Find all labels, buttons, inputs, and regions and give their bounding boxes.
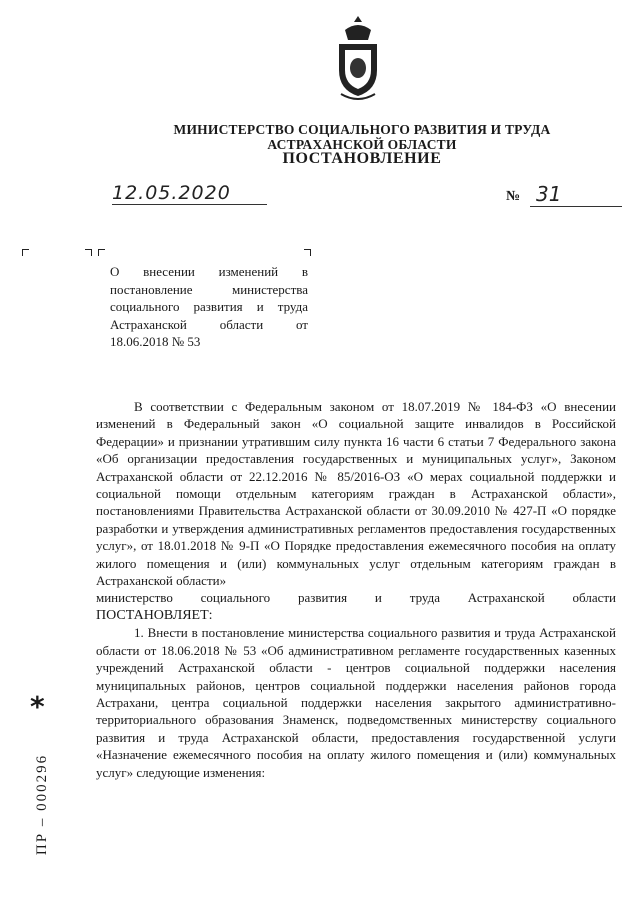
document-body — [96, 398, 616, 781]
registration-code: ПР – 000296 — [34, 753, 50, 856]
ministry-name-line1: МИНИСТЕРСТВО СОЦИАЛЬНОГО РАЗВИТИЯ И ТРУДА — [173, 122, 551, 137]
item-1-paragraph: 1. Внести в постановление министерства социального развития и труда Астраханской области от 18.06.2018 № 53 «Об административном регламенте государственных казенных учреждений Астраханской области - центров социальной поддержки населения муниципальных районов, центров социальной поддержки населения районов города Астрахани, центра социальной поддержки населения закрытого административно-территориального образования Знаменск, подведомственных министерству социального развития и труда Астраханской области, предоставления государственной услуги «Назначение ежемесячного пособия на оплату жилого помещения и (или) коммунальных услуг» следующие изменения: — [96, 625, 616, 780]
corner-mark — [22, 249, 29, 256]
preamble-paragraph: В соответствии с Федеральным законом от 18.07.2019 № 184-ФЗ «О внесении изменений в Федеральный закон «О социальной защите инвалидов в Российской Федерации» и признании утратившим силу пункта 16 части 6 статьи 7 Федерального закона «Об организации предоставления государственных и муниципальных услуг», Законом Астраханской области от 22.12.2016 № 85/2016-ОЗ «О мерах социальной поддержки и социальной помощи отдельным категориям граждан в Астраханской области», постановлениями Правительства Астраханской области от 30.09.2010 № 427-П «О порядке разработки и утверждения административных регламентов предоставления государственных услуг», от 18.01.2018 № 9-П «О Порядке предоставления ежемесячного пособия на оплату жилого помещения и (или) коммунальных услуг отдельным категориям граждан в Астраханской области» — [96, 399, 616, 589]
corner-mark — [85, 249, 92, 256]
document-subject: О внесении изменений в постановление министерства социального развития и труда Астраханской области от 18.06.2018 № 53 — [110, 264, 308, 349]
document-number: 31 — [530, 182, 622, 207]
number-label: № — [506, 189, 521, 204]
side-registration-mark — [22, 748, 52, 873]
corner-mark — [98, 249, 105, 256]
resolves-line: ПОСТАНОВЛЯЕТ: — [96, 607, 213, 623]
coat-of-arms-icon — [331, 14, 385, 106]
document-date: 12.05.2020 — [112, 182, 267, 205]
document-type: ПОСТАНОВЛЕНИЕ — [282, 150, 442, 167]
star-mark: * — [30, 690, 45, 723]
corner-mark — [304, 249, 311, 256]
ministry-name-line2: АСТРАХАНСКОЙ ОБЛАСТИ — [267, 137, 457, 152]
authority-line: министерство социального развития и труда Астраханской области — [96, 590, 616, 606]
